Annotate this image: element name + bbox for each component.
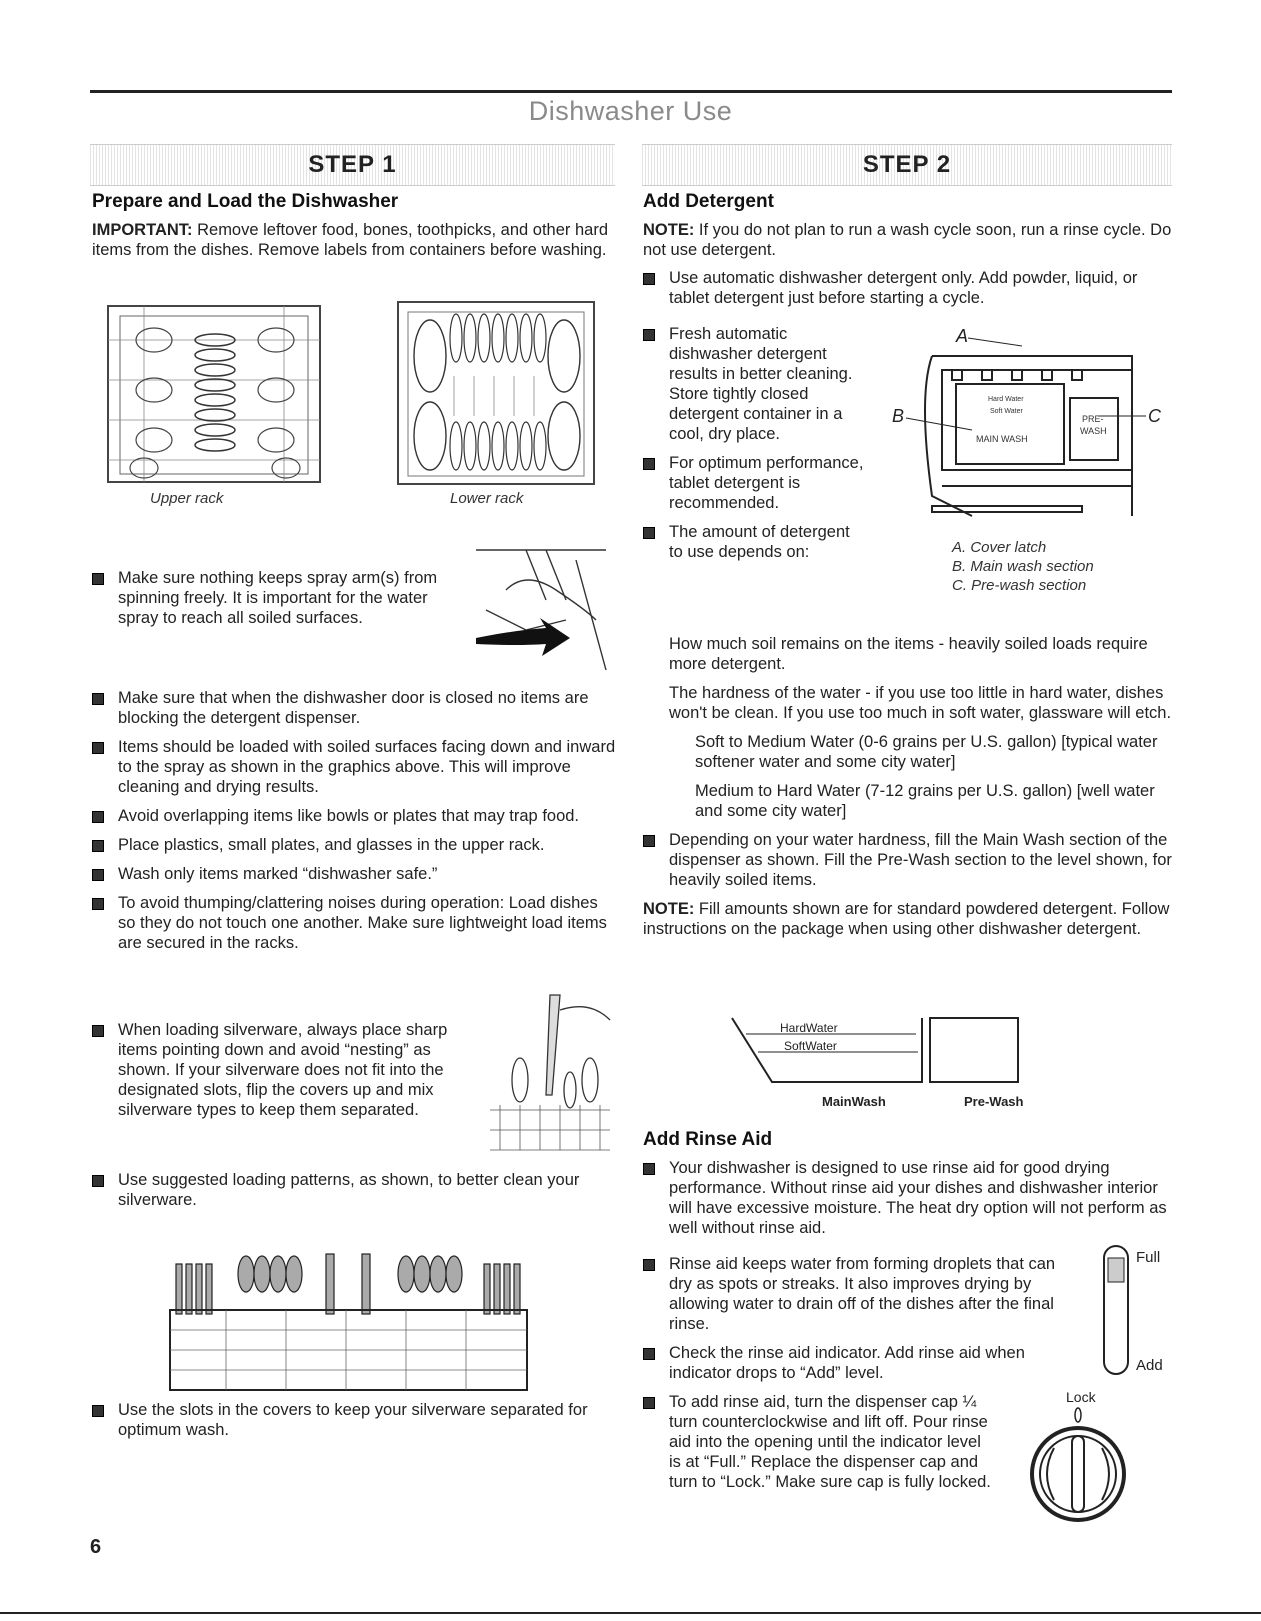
step-1-label: STEP 1 <box>308 151 397 178</box>
step-2-label: STEP 2 <box>862 151 952 178</box>
cup-hard-water: HardWater <box>780 1021 838 1035</box>
bullet-plastics: Place plastics, small plates, and glasses in the upper rack. <box>92 835 617 855</box>
medium-hard-text: Medium to Hard Water (7-12 grains per U.S. gallon) [well water and some city water] <box>695 782 1155 820</box>
step-1-tab <box>90 144 615 186</box>
note-rinse-cycle <box>643 220 1173 260</box>
bottom-rule <box>0 1612 1261 1614</box>
step1-bullets <box>92 688 617 962</box>
bullet-tablet-detergent: For optimum performance, tablet detergent is recommended. <box>643 453 868 513</box>
bullet-water-hardness: Depending on your water hardness, fill the Main Wash section of the dispenser as shown. Fill the Pre-Wash section to the level shown, for heavily soiled items. <box>643 830 1173 890</box>
bullet-cover-slots: Use the slots in the covers to keep your silverware separated for optimum wash. <box>92 1400 617 1440</box>
detergent-side-bullets <box>643 324 868 571</box>
bullet-rinse-designed: Your dishwasher is designed to use rinse aid for good drying performance. Without rinse aid your dishes and dishwasher interior will have excessive moisture. The heat dry option will not perform as well without rinse aid. <box>643 1158 1173 1238</box>
silverware-block <box>92 1020 482 1129</box>
dispenser-soft-water: Soft Water <box>990 408 1023 415</box>
note1-label: NOTE: <box>643 221 695 239</box>
bullet-rinse-indicator: Check the rinse aid indicator. Add rinse aid when indicator drops to “Add” level. <box>643 1343 1075 1383</box>
detergent-dispenser-illustration <box>892 326 1174 526</box>
dispenser-legend <box>952 538 1094 595</box>
silverware-loading-illustration <box>480 990 620 1155</box>
bullet-rinse-cap: To add rinse aid, turn the dispenser cap ¼ turn counterclockwise and lift off. Pour rinse aid into the opening until the indicator level is at “Full.” Replace the dispenser cap and turn to “Lock.” Make sure cap is fully locked. <box>643 1392 995 1492</box>
lower-rack-illustration <box>394 296 599 490</box>
note2-text: Fill amounts shown are for standard powdered detergent. Follow instructions on the package when using other dishwasher detergent. <box>643 900 1170 938</box>
cup-pre-wash: Pre-Wash <box>964 1094 1024 1109</box>
detergent-details <box>643 634 1173 947</box>
bullet-loading-patterns: Use suggested loading patterns, as shown, to better clean your silverware. <box>92 1170 617 1210</box>
top-rule <box>90 90 1172 93</box>
label-a: A <box>956 326 969 346</box>
label-c: C <box>1148 406 1161 426</box>
bullet-soiled-surfaces: Items should be loaded with soiled surfaces facing down and inward to the spray as shown in the graphics above. This will improve cleaning and drying results. <box>92 737 617 797</box>
cap-lock-label: Lock <box>1066 1389 1096 1405</box>
hardness-text: The hardness of the water - if you use too little in hard water, dishes won't be clean. If you use too much in soft water, glassware will etch. <box>669 684 1172 722</box>
dispenser-wash: WASH <box>1080 426 1107 436</box>
label-b: B <box>892 406 905 426</box>
important-label: IMPORTANT: <box>92 221 193 239</box>
cup-soft-water: SoftWater <box>784 1039 837 1053</box>
detergent-heading: Add Detergent <box>643 191 774 212</box>
dispenser-hard-water: Hard Water <box>988 396 1024 403</box>
bullet-amount-detergent: The amount of detergent to use depends on: <box>643 522 868 562</box>
lower-rack-caption: Lower rack <box>450 490 524 507</box>
bullet-overlapping: Avoid overlapping items like bowls or plates that may trap food. <box>92 806 617 826</box>
legend-main-wash: B. Main wash section <box>952 558 1094 575</box>
upper-rack-caption: Upper rack <box>150 490 224 507</box>
dispenser-pre: PRE- <box>1082 414 1104 424</box>
detergent-intro <box>643 192 1173 317</box>
bullet-automatic-detergent: Use automatic dishwasher detergent only. Add powder, liquid, or tablet detergent just before starting a cycle. <box>643 268 1173 308</box>
spray-arm-block <box>92 568 472 637</box>
rinse-aid-heading: Add Rinse Aid <box>643 1129 773 1150</box>
indicator-full: Full <box>1136 1249 1161 1266</box>
legend-pre-wash: C. Pre-wash section <box>952 577 1087 594</box>
step-2-tab <box>642 144 1172 186</box>
indicator-add: Add <box>1136 1357 1163 1374</box>
soft-medium-text: Soft to Medium Water (0-6 grains per U.S. gallon) [typical water softener water and some city water] <box>695 733 1158 771</box>
dispenser-main-wash: MAIN WASH <box>976 434 1028 444</box>
silverware-basket-illustration <box>166 1244 531 1394</box>
rinse-aid-intro <box>643 1130 1173 1247</box>
page-number: 6 <box>90 1536 102 1558</box>
page-title: Dishwasher Use <box>528 96 733 126</box>
important-paragraph <box>92 220 617 260</box>
bullet-spray-arm: Make sure nothing keeps spray arm(s) from spinning freely. It is important for the water spray to reach all soiled surfaces. <box>92 568 472 628</box>
upper-rack-illustration <box>104 300 326 490</box>
bullet-rinse-droplets: Rinse aid keeps water from forming droplets that can dry as spots or streaks. It also improves drying by allowing water to drain off of the dishes after the final rinse. <box>643 1254 1075 1334</box>
patterns-block <box>92 1170 617 1219</box>
rinse-aid-indicator-illustration <box>1098 1240 1168 1380</box>
cup-main-wash: MainWash <box>822 1094 886 1109</box>
note1-text: If you do not plan to run a wash cycle soon, run a rinse cycle. Do not use detergent. <box>643 221 1172 259</box>
note-fill-amounts <box>643 899 1173 939</box>
slots-block <box>92 1400 617 1449</box>
rinse-cap-block <box>643 1392 995 1501</box>
bullet-fresh-detergent: Fresh automatic dishwasher detergent results in better cleaning. Store tightly closed detergent container in a cool, dry place. <box>643 324 868 444</box>
note2-label: NOTE: <box>643 900 695 918</box>
bullet-dishwasher-safe: Wash only items marked “dishwasher safe.” <box>92 864 617 884</box>
important-text: Remove leftover food, bones, toothpicks, and other hard items from the dishes. Remove labels from containers before washing. <box>92 221 609 259</box>
bullet-silverware: When loading silverware, always place sharp items pointing down and avoid “nesting” as shown. If your silverware does not fit into the designated slots, flip the covers up and mix silverware types to keep them separated. <box>92 1020 482 1120</box>
rinse-aid-bullets <box>643 1254 1075 1392</box>
legend-cover-latch: A. Cover latch <box>952 539 1047 556</box>
step1-intro <box>92 192 617 268</box>
spray-arm-illustration <box>466 540 616 678</box>
step1-heading: Prepare and Load the Dishwasher <box>92 191 399 212</box>
fill-level-illustration <box>728 1014 1048 1114</box>
soil-text: How much soil remains on the items - heavily soiled loads require more detergent. <box>669 635 1148 673</box>
dispenser-cap-illustration <box>1014 1388 1144 1526</box>
bullet-noises: To avoid thumping/clattering noises during operation: Load dishes so they do not touch one another. Make sure lightweight load items are secured in the racks. <box>92 893 617 953</box>
bullet-door-closed: Make sure that when the dishwasher door is closed no items are blocking the detergent dispenser. <box>92 688 617 728</box>
